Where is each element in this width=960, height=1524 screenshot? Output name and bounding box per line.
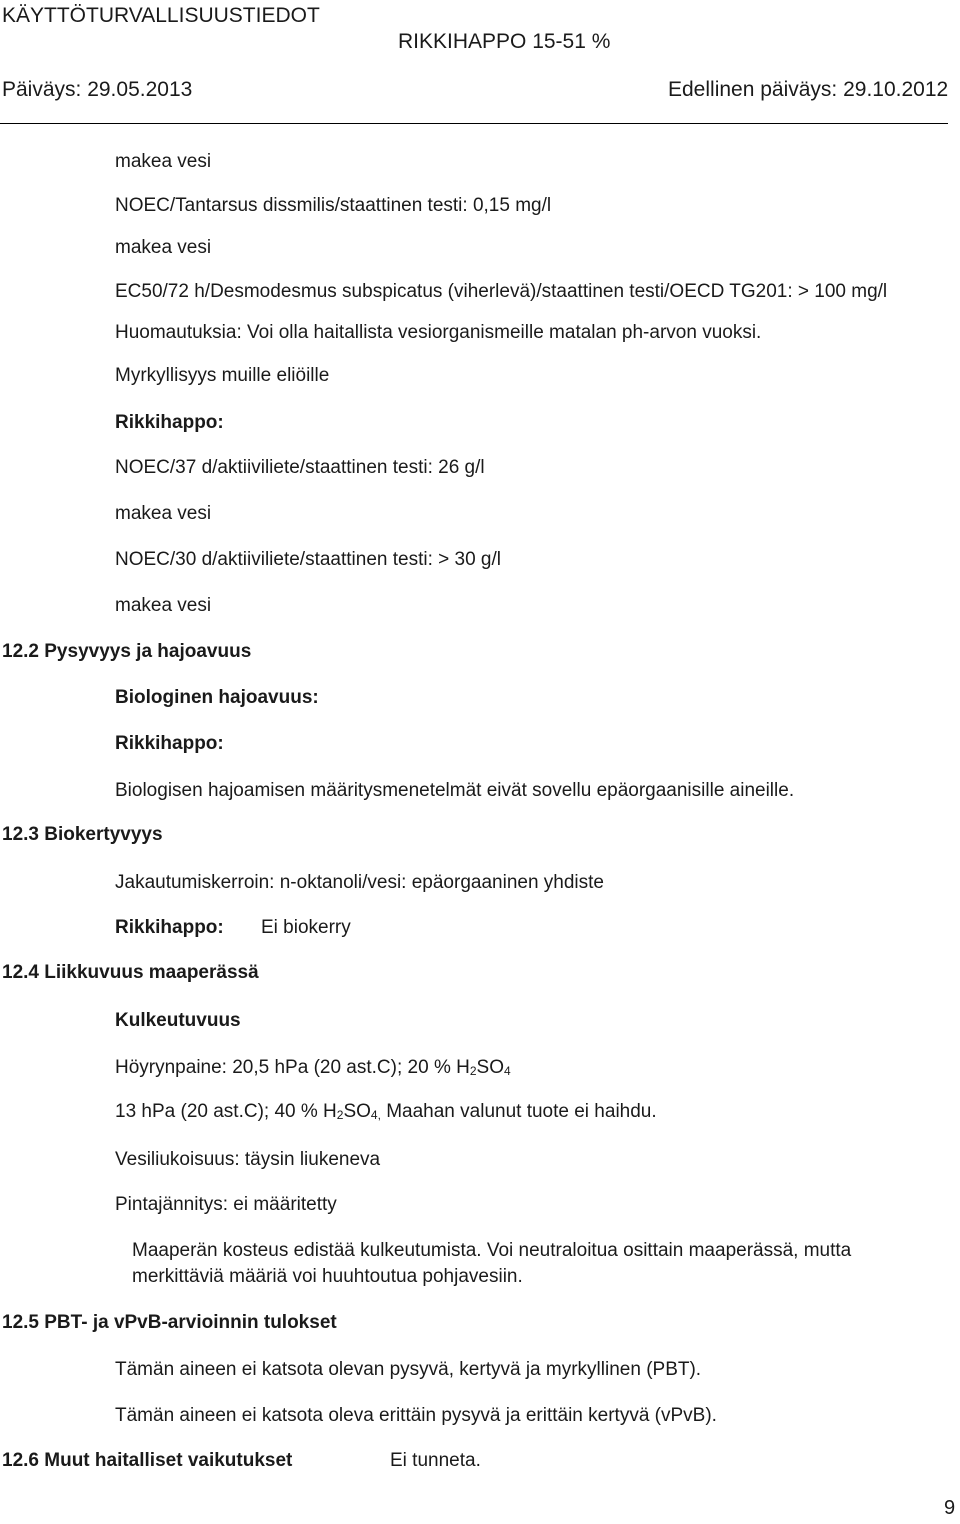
subheading-biodegradability: Biologinen hajoavuus: — [115, 687, 319, 708]
substance-label: Rikkihappo: — [115, 917, 224, 938]
ecotox-line: makea vesi — [115, 151, 212, 172]
water-solubility: Vesiliukoisuus: täysin liukeneva — [115, 1149, 381, 1170]
soil-mobility-text: merkittäviä määriä voi huuhtoutua pohjavesiin. — [132, 1266, 523, 1287]
ecotox-line: makea vesi — [115, 237, 212, 258]
ecotox-line: NOEC/37 d/aktiiviliete/staattinen testi: 26 g/l — [115, 457, 485, 478]
partition-coefficient: Jakautumiskerroin: n-oktanoli/vesi: epäorgaaninen yhdiste — [115, 872, 604, 893]
section-heading-12-3: 12.3 Biokertyvyys — [2, 824, 163, 845]
subheading-mobility: Kulkeutuvuus — [115, 1010, 241, 1031]
bioaccumulation-value: Ei biokerry — [261, 917, 351, 938]
page-number: 9 — [944, 1497, 956, 1519]
header-rule — [0, 123, 948, 124]
substance-label: Rikkihappo: — [115, 733, 224, 754]
vapour-pressure-1: Höyrynpaine: 20,5 hPa (20 ast.C); 20 % $H_2SO_4$ — [115, 1057, 511, 1078]
ecotox-line: makea vesi — [115, 595, 212, 616]
substance-label: Rikkihappo: — [115, 412, 224, 433]
pbt-assessment: Tämän aineen ei katsota olevan pysyvä, kertyvä ja myrkyllinen (PBT). — [115, 1359, 702, 1380]
other-effects-value: Ei tunneta. — [390, 1450, 481, 1471]
ecotox-line: NOEC/30 d/aktiiviliete/staattinen testi: > 30 g/l — [115, 549, 502, 570]
soil-mobility-text: Maaperän kosteus edistää kulkeutumista. Voi neutraloitua osittain maaperässä, mutta — [132, 1240, 852, 1261]
section-heading-12-4: 12.4 Liikkuvuus maaperässä — [2, 962, 259, 983]
issue-date: Päiväys: 29.05.2013 — [2, 78, 193, 101]
section-heading-12-6: 12.6 Muut haitalliset vaikutukset — [2, 1450, 293, 1471]
ecotox-subheading: Myrkyllisyys muille eliöille — [115, 365, 330, 386]
section-heading-12-5: 12.5 PBT- ja vPvB-arvioinnin tulokset — [2, 1312, 337, 1333]
document-title: KÄYTTÖTURVALLISUUSTIEDOT — [2, 4, 320, 27]
ecotox-line: NOEC/Tantarsus dissmilis/staattinen testi: 0,15 mg/l — [115, 195, 552, 216]
previous-issue-date: Edellinen päiväys: 29.10.2012 — [668, 78, 949, 101]
ecotox-remark: Huomautuksia: Voi olla haitallista vesiorganismeille matalan ph-arvon vuoksi. — [115, 322, 762, 343]
section-heading-12-2: 12.2 Pysyvyys ja hajoavuus — [2, 641, 252, 662]
ecotox-line: makea vesi — [115, 503, 212, 524]
surface-tension: Pintajännitys: ei määritetty — [115, 1194, 337, 1215]
product-name: RIKKIHAPPO 15-51 % — [398, 30, 611, 53]
vapour-pressure-2: 13 hPa (20 ast.C); 40 % $H_2SO_{4,}$ Maahan valunut tuote ei haihdu. — [115, 1101, 657, 1122]
biodegradability-text: Biologisen hajoamisen määritysmenetelmät eivät sovellu epäorgaanisille aineille. — [115, 780, 795, 801]
ecotox-line: EC50/72 h/Desmodesmus subspicatus (viherlevä)/staattinen testi/OECD TG201: > 100 mg/l — [115, 281, 888, 302]
vpvb-assessment: Tämän aineen ei katsota oleva erittäin pysyvä ja erittäin kertyvä (vPvB). — [115, 1405, 717, 1426]
